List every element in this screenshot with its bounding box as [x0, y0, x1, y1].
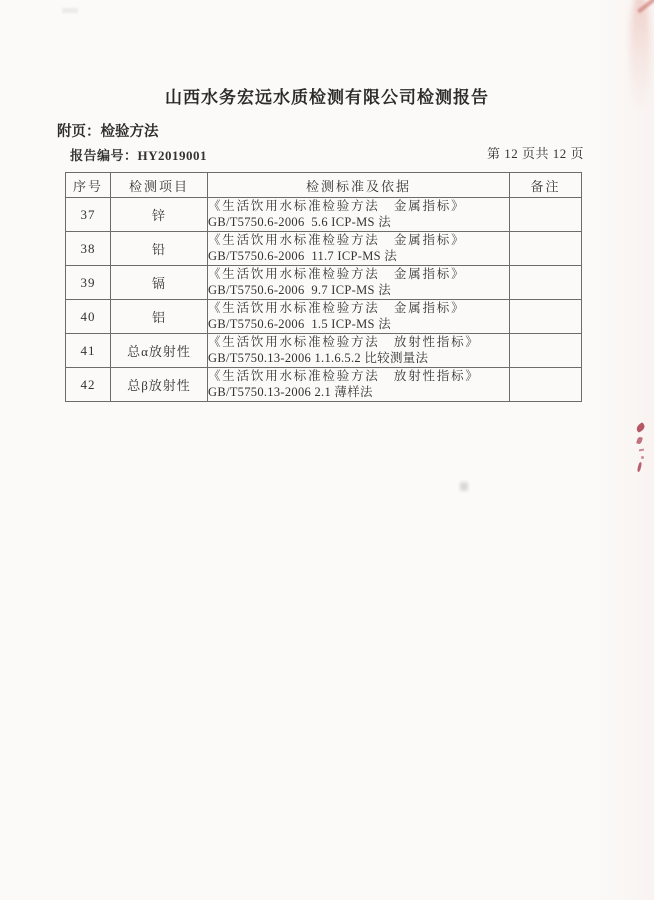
cell-item: 总β放射性	[111, 368, 208, 402]
cell-standard	[208, 334, 510, 368]
cell-serial: 37	[66, 198, 111, 232]
cell-standard	[208, 368, 510, 402]
table-row	[66, 334, 582, 368]
scan-corner-mark	[637, 0, 654, 13]
scan-smudge-top	[62, 8, 78, 13]
table-body	[66, 198, 582, 402]
cell-serial: 42	[66, 368, 111, 402]
cell-item: 镉	[111, 266, 208, 300]
red-stamp-fragment	[639, 449, 644, 452]
standard-code-line: GB/T5750.6-2006 11.7 ICP-MS 法	[208, 249, 398, 264]
table-row	[66, 232, 582, 266]
scan-smudge-mid	[459, 481, 469, 492]
cell-serial: 38	[66, 232, 111, 266]
cell-standard	[208, 232, 510, 266]
cell-serial: 40	[66, 300, 111, 334]
cell-standard	[208, 266, 510, 300]
column-header-1: 检测项目	[111, 173, 208, 198]
cell-serial: 41	[66, 334, 111, 368]
page-indicator: 第 12 页共 12 页	[486, 146, 584, 161]
table-row	[66, 300, 582, 334]
red-stamp-fragment	[636, 436, 643, 444]
cell-item: 锌	[111, 198, 208, 232]
standard-title-line: 《生活饮用水标准检验方法 金属指标》	[208, 266, 466, 281]
cell-remark	[510, 198, 582, 232]
cell-remark	[510, 232, 582, 266]
standard-title-line: 《生活饮用水标准检验方法 金属指标》	[208, 300, 466, 315]
standard-title-line: 《生活饮用水标准检验方法 金属指标》	[208, 232, 466, 247]
cell-item: 铅	[111, 232, 208, 266]
cell-remark	[510, 368, 582, 402]
report-number	[70, 145, 207, 164]
table-row	[66, 368, 582, 402]
standard-code-line: GB/T5750.6-2006 1.5 ICP-MS 法	[208, 317, 392, 332]
appendix-heading: 附页：检验方法	[57, 124, 159, 140]
page-title: 山西水务宏远水质检测有限公司检测报告	[165, 88, 489, 107]
standard-code-line: GB/T5750.6-2006 9.7 ICP-MS 法	[208, 283, 392, 298]
cell-standard	[208, 300, 510, 334]
scan-tint-right	[594, 0, 654, 900]
methods-table	[65, 172, 582, 402]
standard-title-line: 《生活饮用水标准检验方法 金属指标》	[208, 198, 466, 213]
report-number-value: HY2019001	[137, 148, 208, 163]
report-number-label: 报告编号：	[70, 148, 138, 163]
table-row	[66, 198, 582, 232]
cell-serial: 39	[66, 266, 111, 300]
table-head	[66, 173, 582, 198]
cell-item: 铝	[111, 300, 208, 334]
standard-title-line: 《生活饮用水标准检验方法 放射性指标》	[208, 334, 480, 349]
red-stamp-fragment	[635, 422, 646, 433]
red-stamp-fragment	[637, 462, 642, 472]
cell-remark	[510, 266, 582, 300]
cell-remark	[510, 300, 582, 334]
cell-standard	[208, 198, 510, 232]
cell-remark	[510, 334, 582, 368]
table-header-row	[66, 173, 582, 198]
cell-item: 总α放射性	[111, 334, 208, 368]
column-header-2: 检测标准及依据	[208, 173, 510, 198]
standard-title-line: 《生活饮用水标准检验方法 放射性指标》	[208, 368, 480, 383]
standard-code-line: GB/T5750.13-2006 1.1.6.5.2 比较测量法	[208, 351, 429, 366]
standard-code-line: GB/T5750.6-2006 5.6 ICP-MS 法	[208, 215, 392, 230]
red-stamp-fragment	[641, 456, 644, 459]
column-header-3: 备注	[510, 173, 582, 198]
standard-code-line: GB/T5750.13-2006 2.1 薄样法	[208, 385, 373, 400]
column-header-0: 序号	[66, 173, 111, 198]
table-row	[66, 266, 582, 300]
